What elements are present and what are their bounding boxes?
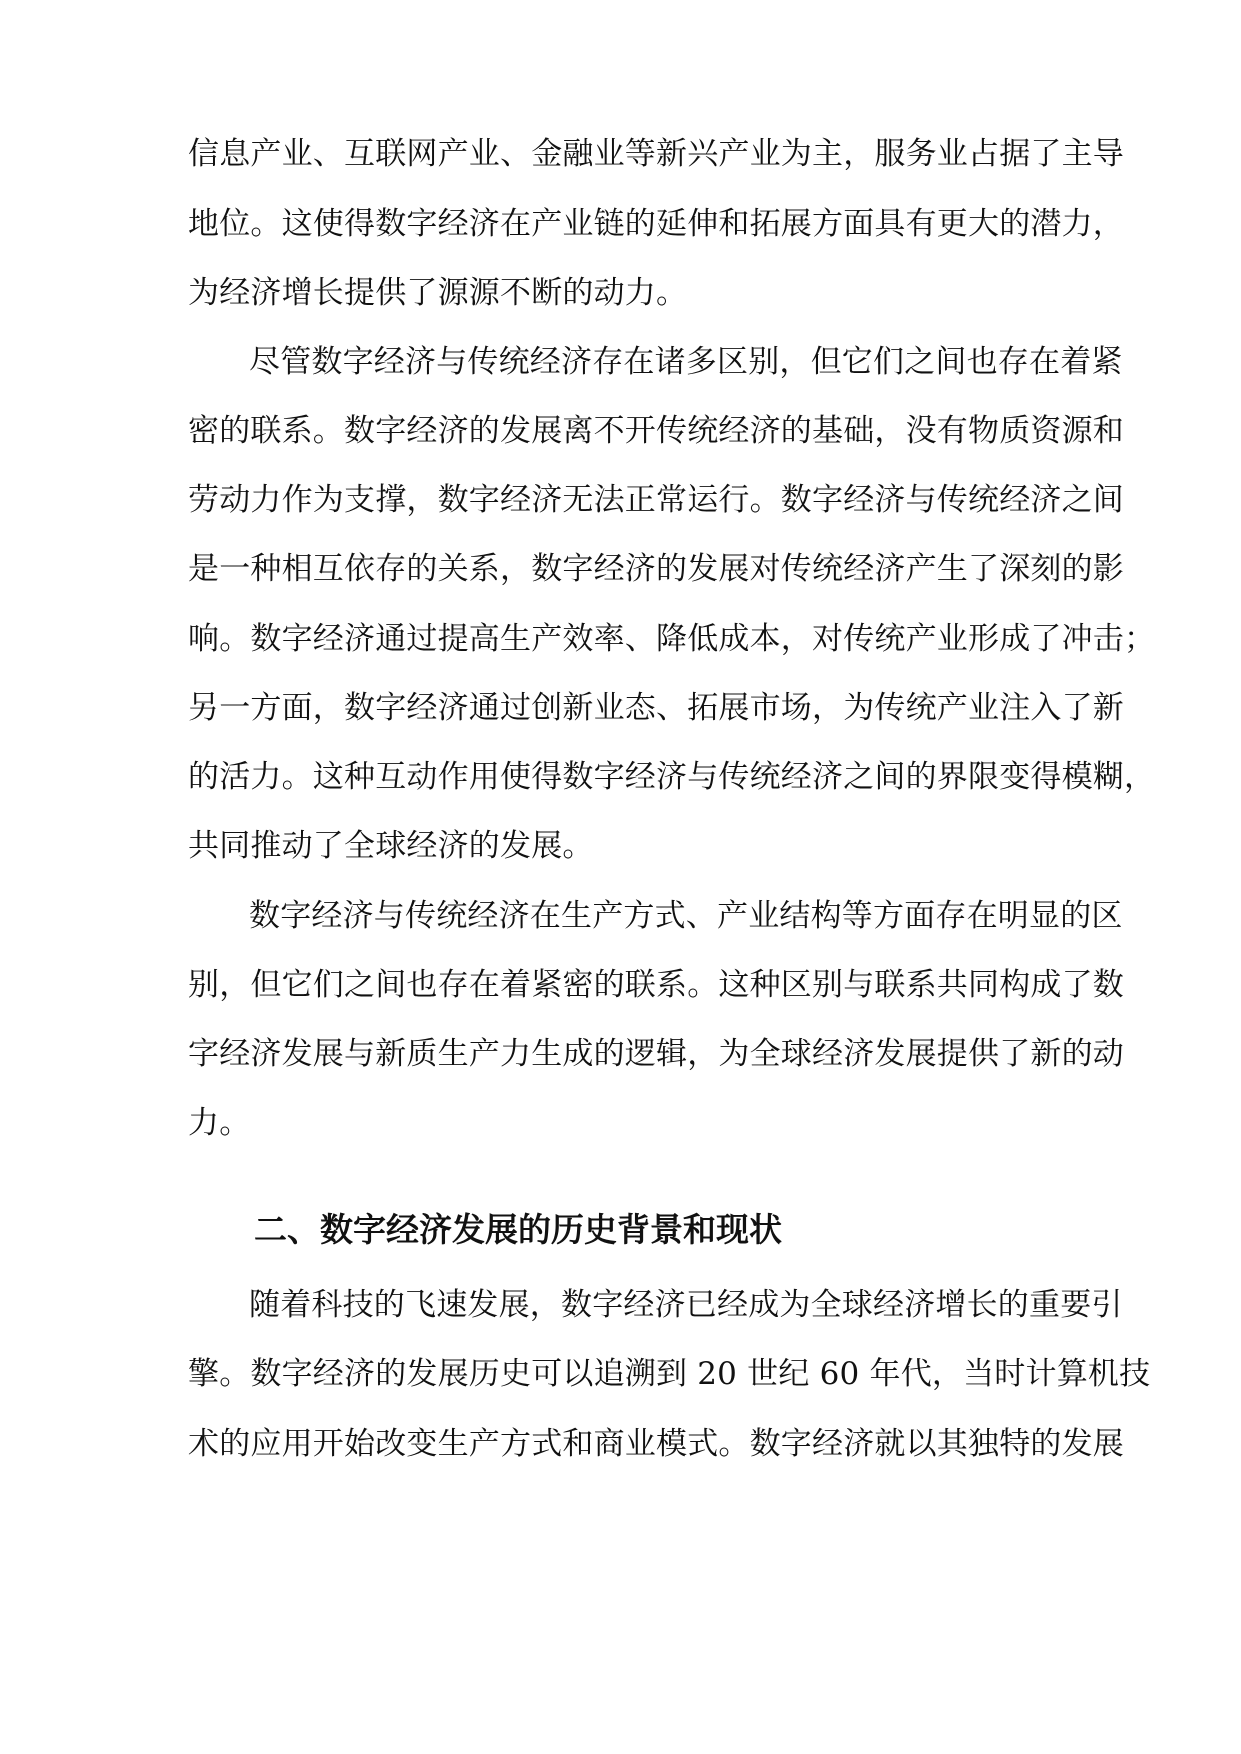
text-line: 另一方面，数字经济通过创新业态、拓展市场，为传统产业注入了新 bbox=[188, 690, 1124, 726]
text-line: 力。 bbox=[188, 1105, 251, 1141]
text-line: 术的应用开始改变生产方式和商业模式。数字经济就以其独特的发展 bbox=[188, 1426, 1124, 1462]
text-line: 为经济增长提供了源源不断的动力。 bbox=[188, 275, 688, 311]
text-line: 擎。数字经济的发展历史可以追溯到 20 世纪 60 年代，当时计算机技 bbox=[188, 1356, 1151, 1392]
text-line: 随着科技的飞速发展，数字经济已经成为全球经济增长的重要引 bbox=[249, 1287, 1123, 1323]
text-line: 劳动力作为支撑，数字经济无法正常运行。数字经济与传统经济之间 bbox=[188, 482, 1124, 518]
text-line: 响。数字经济通过提高生产效率、降低成本，对传统产业形成了冲击； bbox=[188, 621, 1156, 657]
text-line: 密的联系。数字经济的发展离不开传统经济的基础，没有物质资源和 bbox=[188, 413, 1124, 449]
text-line: 别，但它们之间也存在着紧密的联系。这种区别与联系共同构成了数 bbox=[188, 967, 1124, 1003]
section-heading: 二、数字经济发展的历史背景和现状 bbox=[254, 1210, 782, 1249]
text-line: 字经济发展与新质生产力生成的逻辑，为全球经济发展提供了新的动 bbox=[188, 1036, 1124, 1072]
text-line: 共同推动了全球经济的发展。 bbox=[188, 828, 594, 864]
text-line: 是一种相互依存的关系，数字经济的发展对传统经济产生了深刻的影 bbox=[188, 551, 1124, 587]
text-line: 信息产业、互联网产业、金融业等新兴产业为主，服务业占据了主导 bbox=[188, 136, 1124, 172]
text-line: 地位。这使得数字经济在产业链的延伸和拓展方面具有更大的潜力， bbox=[188, 206, 1124, 242]
text-line: 尽管数字经济与传统经济存在诸多区别，但它们之间也存在着紧 bbox=[249, 344, 1123, 380]
text-line: 数字经济与传统经济在生产方式、产业结构等方面存在明显的区 bbox=[249, 898, 1123, 934]
text-line: 的活力。这种互动作用使得数字经济与传统经济之间的界限变得模糊， bbox=[188, 759, 1156, 795]
